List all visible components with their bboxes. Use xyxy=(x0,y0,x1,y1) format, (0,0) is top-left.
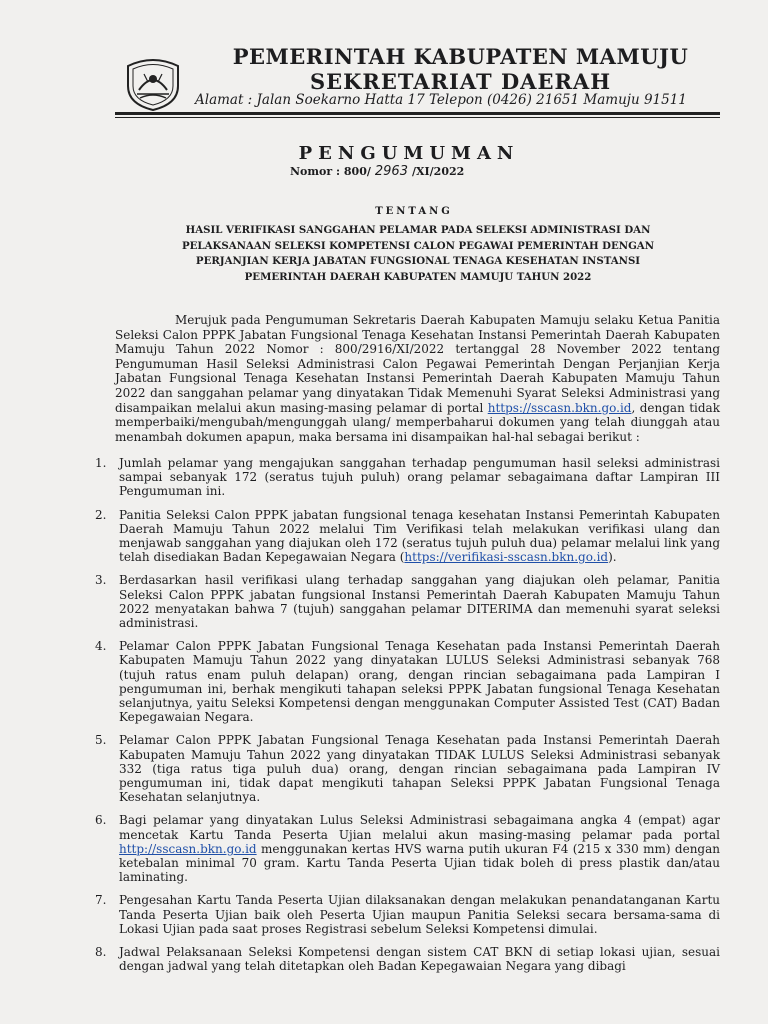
list-item xyxy=(95,945,720,973)
number-prefix: Nomor : 800/ xyxy=(290,165,371,178)
letterhead xyxy=(118,40,728,120)
office-address: Alamat : Jalan Soekarno Hatta 17 Telepon (0426) 21651 Mamuju 91511 xyxy=(195,92,687,108)
subject-line: HASIL VERIFIKASI SANGGAHAN PELAMAR PADA SELEKSI ADMINISTRASI DAN xyxy=(185,224,651,236)
item-number: 4. xyxy=(95,639,107,654)
list-item xyxy=(95,573,720,630)
item-text-end: menggunakan kertas HVS warna putih ukuran F4 (215 x 330 mm) dengan ketebalan minimal 70 gram. Kartu Tanda Peserta Ujian tidak boleh di press plastik dan/atau laminating. xyxy=(119,841,720,885)
letterhead-divider-thin xyxy=(115,117,720,118)
subject-line: PEMERINTAH DAERAH KABUPATEN MAMUJU TAHUN 2022 xyxy=(244,270,592,283)
item-number: 2. xyxy=(95,507,107,522)
handwritten-number: 2963 xyxy=(374,164,408,179)
item-text: Berdasarkan hasil verifikasi ulang terhadap sanggahan yang diajukan oleh pelamar, Panitia Seleksi Calon PPPK jabatan fungsional Instansi Pemerintah Daerah Kabupaten Mamuju Tahun 2022 menyatakan bahwa 7 (tujuh) sanggahan pelamar DITERIMA dan memenuhi syarat seleksi administrasi. xyxy=(119,573,720,631)
list-item xyxy=(95,456,720,499)
list-item xyxy=(95,893,720,936)
item-number: 8. xyxy=(95,945,107,960)
item-text: Pengesahan Kartu Tanda Peserta Ujian dilaksanakan dengan melakukan penandatanganan Kartu Tanda Peserta Ujian baik oleh Peserta Ujian maupun Panitia Seleksi secara bersama-sama di Lokasi Ujian pada saat proses Registrasi sebelum Seleksi Kompetensi dimulai. xyxy=(119,893,720,936)
list-item xyxy=(95,813,720,884)
item-text: Pelamar Calon PPPK Jabatan Fungsional Tenaga Kesehatan pada Instansi Pemerintah Daerah Kabupaten Mamuju Tahun 2022 yang dinyatakan TIDAK LULUS Seleksi Administrasi sebanyak 332 (tiga ratus tiga puluh dua) orang, dengan rincian sebagaimana pada Lampiran IV pengumuman ini, tidak dapat mengikuti tahapan Seleksi PPPK Jabatan Fungsional Tenaga Kesehatan selanjutnya. xyxy=(119,733,720,805)
intro-text-end: , dengan tidak memperbaiki/mengubah/mengunggah ulang/ memperbaharui dokumen yang telah diunggah atau menambah dokumen apapun, maka bersama ini disampaikan hal-hal sebagai berikut : xyxy=(115,400,720,444)
item-text: Bagi pelamar yang dinyatakan Lulus Seleksi Administrasi sebagaimana angka 4 (empat) agar mencetak Kartu Tanda Peserta Ujian melalui akun masing-masing pelamar pada portal xyxy=(119,813,720,842)
item-text: Pelamar Calon PPPK Jabatan Fungsional Tenaga Kesehatan pada Instansi Pemerintah Daerah Kabupaten Mamuju Tahun 2022 yang dinyatakan LULUS Seleksi Administrasi sebanyak 768 (tujuh ratus enam puluh delapan) orang, dengan rincian sebagaimana pada Lampiran I pengumuman ini, berhak mengikuti tahapan seleksi PPPK Jabatan fungsional Tenaga Kesehatan selanjutnya, yaitu Seleksi Kompetensi dengan menggunakan Computer Assisted Test (CAT) Badan Kepegawaian Negara. xyxy=(119,639,720,725)
intro-paragraph xyxy=(115,313,720,444)
item-number: 1. xyxy=(95,456,107,470)
item-text: Jumlah pelamar yang mengajukan sanggahan terhadap pengumuman hasil seleksi administrasi sampai sebanyak 172 (seratus tujuh puluh) orang pelamar sebagaimana daftar Lampiran III Pengumuman ini. xyxy=(119,456,720,499)
item-number: 3. xyxy=(95,573,107,588)
intro-text: Merujuk pada Pengumuman Sekretaris Daerah Kabupaten Mamuju selaku Ketua Panitia Seleksi Calon PPPK Jabatan Fungsional Tenaga Kesehatan Instansi Pemerintah Daerah Kabupaten Mamuju Tahun 2022 Nomor : 800/2916/XI/2022 tertanggal 28 November 2022 tentang Pengumuman Hasil Seleksi Administrasi Calon Pegawai Pemerintah Dengan Perjanjian Kerja Jabatan Fungsional Tenaga Kesehatan Instansi Pemerintah Daerah Kabupaten Mamuju Tahun 2022 dan sanggahan pelamar yang dinyatakan Tidak Memenuhi Syarat Seleksi Administrasi yang disampaikan melalui akun masing-masing pelamar di portal xyxy=(115,313,720,415)
office-name: SEKRETARIAT DAERAH xyxy=(309,69,612,94)
document-title: PENGUMUMAN xyxy=(298,143,520,164)
document-subject xyxy=(118,223,718,285)
list-item xyxy=(95,733,720,804)
portal-link[interactable]: https://sscasn.bkn.go.id xyxy=(487,400,632,415)
letterhead-divider xyxy=(115,112,720,115)
item-text: Jadwal Pelaksanaan Seleksi Kompetensi dengan sistem CAT BKN di setiap lokasi ujian, sesuai dengan jadwal yang telah ditetapkan oleh Badan Kepegawaian Negara yang dibagi xyxy=(119,945,720,974)
document-number xyxy=(290,164,464,179)
government-name: PEMERINTAH KABUPATEN MAMUJU xyxy=(232,44,689,69)
item-text: Panitia Seleksi Calon PPPK jabatan fungsional tenaga kesehatan Instansi Pemerintah Kabupaten Daerah Mamuju Tahun 2022 melalui Tim Verifikasi telah melakukan verifikasi ulang dan menjawab sanggahan yang diajukan oleh 172 (seratus tujuh puluh dua) pelamar melalui link yang telah disediakan Badan Kepegawaian Negara ( xyxy=(119,507,720,565)
number-suffix: /XI/2022 xyxy=(411,165,465,178)
item-number: 7. xyxy=(95,893,107,908)
about-label: TENTANG xyxy=(375,206,453,217)
subject-line: PELAKSANAAN SELEKSI KOMPETENSI CALON PEGAWAI PEMERINTAH DENGAN xyxy=(181,239,655,252)
verification-link[interactable]: https://verifikasi-sscasn.bkn.go.id xyxy=(404,550,609,565)
regency-emblem-icon xyxy=(124,52,182,112)
sscasn-link[interactable]: http://sscasn.bkn.go.id xyxy=(119,841,257,856)
list-item xyxy=(95,508,720,565)
item-number: 6. xyxy=(95,813,107,828)
item-text-end: ). xyxy=(608,550,617,565)
item-number: 5. xyxy=(95,733,107,748)
letterhead-text xyxy=(198,44,723,94)
subject-line: PERJANJIAN KERJA JABATAN FUNGSIONAL TENAGA KESEHATAN INSTANSI xyxy=(195,255,641,267)
list-item xyxy=(95,639,720,724)
announcement-list xyxy=(95,456,720,983)
